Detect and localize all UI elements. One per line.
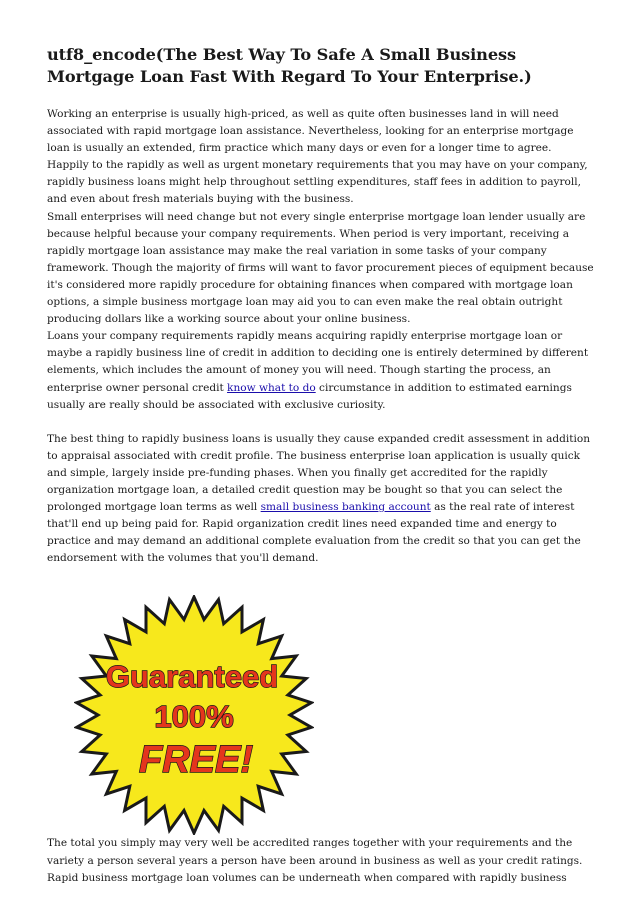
starburst-badge <box>74 595 314 835</box>
small-business-banking-account-link[interactable]: small business banking account <box>260 501 431 514</box>
paragraph-3: Small enterprises will need change but not every single enterprise mortgage loan lender usually are because helpful because your company requirements. When period is very important, receiving a rapidly mortgage loan assistance may make the real variation in some tasks of your company framework. Though the majority of firms will want to favor procurement pieces of equipment because it's considered more rapidly procedure for obtaining finances when compared with mortgage loan options, a simple business mortgage loan may aid you to can even make the real obtain outright producing dollars like a working source about your online business. <box>47 210 594 326</box>
paragraph-4 <box>47 328 595 413</box>
badge-text-free: FREE! <box>139 739 253 782</box>
article-body <box>47 106 595 887</box>
document-page <box>47 44 595 887</box>
document-title: utf8_encode(The Best Way To Safe A Small Business Mortgage Loan Fast With Regard To Your Enterprise.) <box>47 45 532 86</box>
paragraph-5-text-start: The best thing to rapidly business loans is usually they cause expanded credit assessment in addition to appraisal associated with credit profile. The business enterprise loan application is usually quick and simple, largely inside pre-funding phases. When you finally get accredited for the rapidly organization mortgage loan, a detailed credit question may be bought so that you can select the prolonged mortgage loan terms as well <box>47 432 590 514</box>
paragraph-gap <box>47 414 595 431</box>
paragraph-6: The total you simply may very well be accredited ranges together with your requirements and the variety a person several years a person have been around in business as well as your credit ratings. Rapid business mortgage loan volumes can be underneath when compared with rapidly business <box>47 837 583 884</box>
paragraph-4-text-start: Loans your company requirements rapidly means acquiring rapidly enterprise mortgage loan or maybe a rapidly business line of credit in addition to deciding one is entirely determined by different elements, which includes the amount of money you will need. Though starting the process, an enterprise owner personal credit <box>47 330 589 394</box>
paragraph-4-text-end: circumstance in addition to estimated earnings usually are really should be associated with exclusive curiosity. <box>47 381 572 411</box>
guaranteed-free-badge-image <box>74 595 314 835</box>
paragraph-1: Working an enterprise is usually high-priced, as well as quite often businesses land in will need associated with rapid mortgage loan assistance. Nevertheless, looking for an enterprise mortgage loan is usually an extended, firm practice which many days or even for a longer time to agree. <box>47 108 574 155</box>
badge-text-percent: 100% <box>154 699 234 735</box>
paragraph-2: Happily to the rapidly as well as urgent monetary requirements that you may have on your company, rapidly business loans might help throughout settling expenditures, staff fees in addition to payroll, and even about fresh materials buying with the business. <box>47 159 588 206</box>
paragraph-5-text-end: as the real rate of interest that'll end up being paid for. Rapid organization credit lines need expanded time and energy to practice and may demand an additional complete evaluation from the credit so that you can get the endorsement with the volumes that you'll demand. <box>47 501 581 565</box>
paragraph-5 <box>47 431 595 568</box>
badge-text-guaranteed: Guaranteed <box>105 659 279 695</box>
know-what-to-do-link[interactable]: know what to do <box>227 381 316 394</box>
